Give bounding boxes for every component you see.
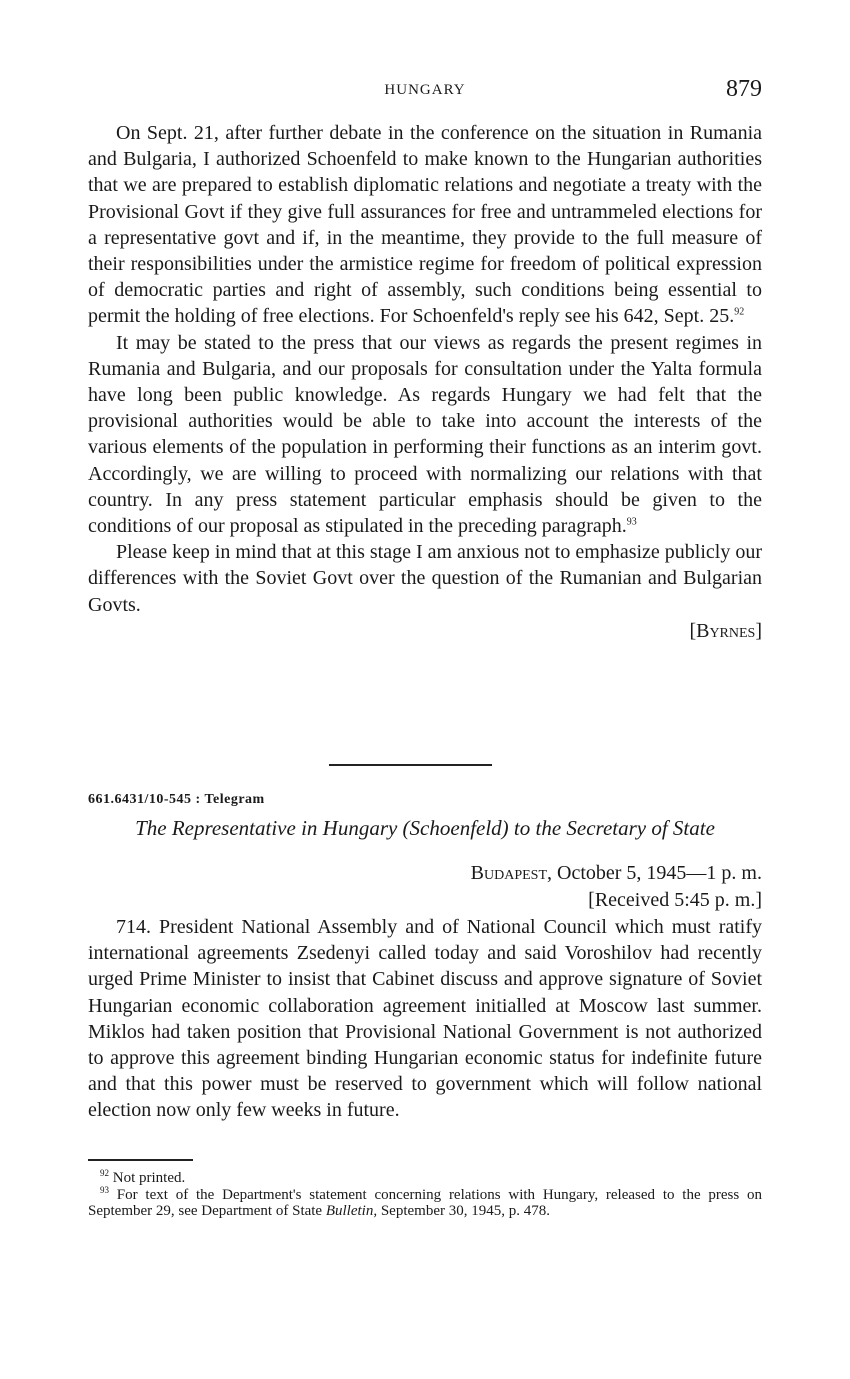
footnote-mark: 93	[100, 1184, 109, 1195]
file-number: 661.6431/10-545 : Telegram	[88, 792, 265, 807]
running-head: HUNGARY	[384, 82, 466, 98]
date: October 5, 1945—1 p. m.	[557, 862, 762, 884]
document-title: The Representative in Hungary (Schoenfeld) to the Secretary of State	[135, 816, 715, 840]
footnote-text: Not printed.	[112, 1170, 186, 1186]
telegram-body	[88, 914, 762, 1124]
signature: [Byrnes]	[689, 619, 762, 642]
paragraph-2	[88, 330, 762, 540]
page-header	[88, 78, 762, 108]
place: Budapest,	[470, 862, 553, 884]
telegram-paragraph: 714. President National Assembly and of National Council which must ratify international agreements Zsedenyi called today and said Voroshilov had recently urged Prime Minister to insist that Cabinet discuss and approve signature of Soviet Hungarian economic collaboration agreement initialled at Moscow last summer. Miklos had taken position that Provisional National Government is not authorized to approve this agreement binding Hungarian economic status for indefinite future and that this power must be reserved to government which will follow national election now only few weeks in future.	[88, 916, 762, 1122]
footnote-text: For text of the Department's statement concerning relations with Hungary, released to the press on September 29, see Department of State	[88, 1186, 763, 1219]
dateline-sent	[471, 860, 762, 887]
page-number: 879	[726, 76, 762, 102]
section-divider	[329, 764, 492, 766]
footnotes	[88, 1170, 762, 1220]
footnote-93	[88, 1184, 763, 1220]
paragraph-1	[88, 120, 762, 330]
received-note: [Received 5:45 p. m.]	[588, 888, 762, 911]
byrnes-message	[88, 120, 762, 644]
footnote-92	[88, 1170, 762, 1187]
footnote-ref-92[interactable]: 92	[734, 306, 745, 318]
paragraph-1-text: On Sept. 21, after further debate in the conference on the situation in Rumania and Bulgaria, I authorized Schoenfeld to make known to the Hungarian authorities that we are prepared to establish diplomatic relations and negotiate a treaty with the Provisional Govt if they give full assurances for free and untrammeled elections for a representative govt and if, in the meantime, they provide to the full measure of their responsibilities under the armistice regime for freedom of political expression of democratic parties and right of assembly, such conditions being essential to permit the holding of free elections. For Schoenfeld's reply see his 642, Sept. 25.	[88, 122, 762, 328]
dateline	[471, 860, 762, 913]
footnote-text-end: September 30, 1945, p. 478.	[377, 1203, 550, 1219]
paragraph-3: Please keep in mind that at this stage I am anxious not to emphasize publicly our differences with the Soviet Govt over the question of the Rumanian and Bulgarian Govts.	[88, 541, 762, 616]
bulletin-title: Bulletin,	[325, 1203, 378, 1219]
footnote-mark: 92	[100, 1168, 109, 1178]
paragraph-2-text: It may be stated to the press that our views as regards the present regimes in Rumania and Bulgaria, and our proposals for consultation under the Yalta formula have long been public knowledge. As regards Hungary we had felt that the provisional authorities would be able to take into account the interests of the various elements of the population in performing their functions as an interim govt. Accordingly, we are willing to proceed with normalizing our relations with that country. In any press statement particular emphasis should be given to the conditions of our proposal as stipulated in the preceding paragraph.	[88, 331, 762, 538]
footnote-divider	[88, 1159, 193, 1161]
footnote-ref-93[interactable]: 93	[626, 516, 637, 528]
